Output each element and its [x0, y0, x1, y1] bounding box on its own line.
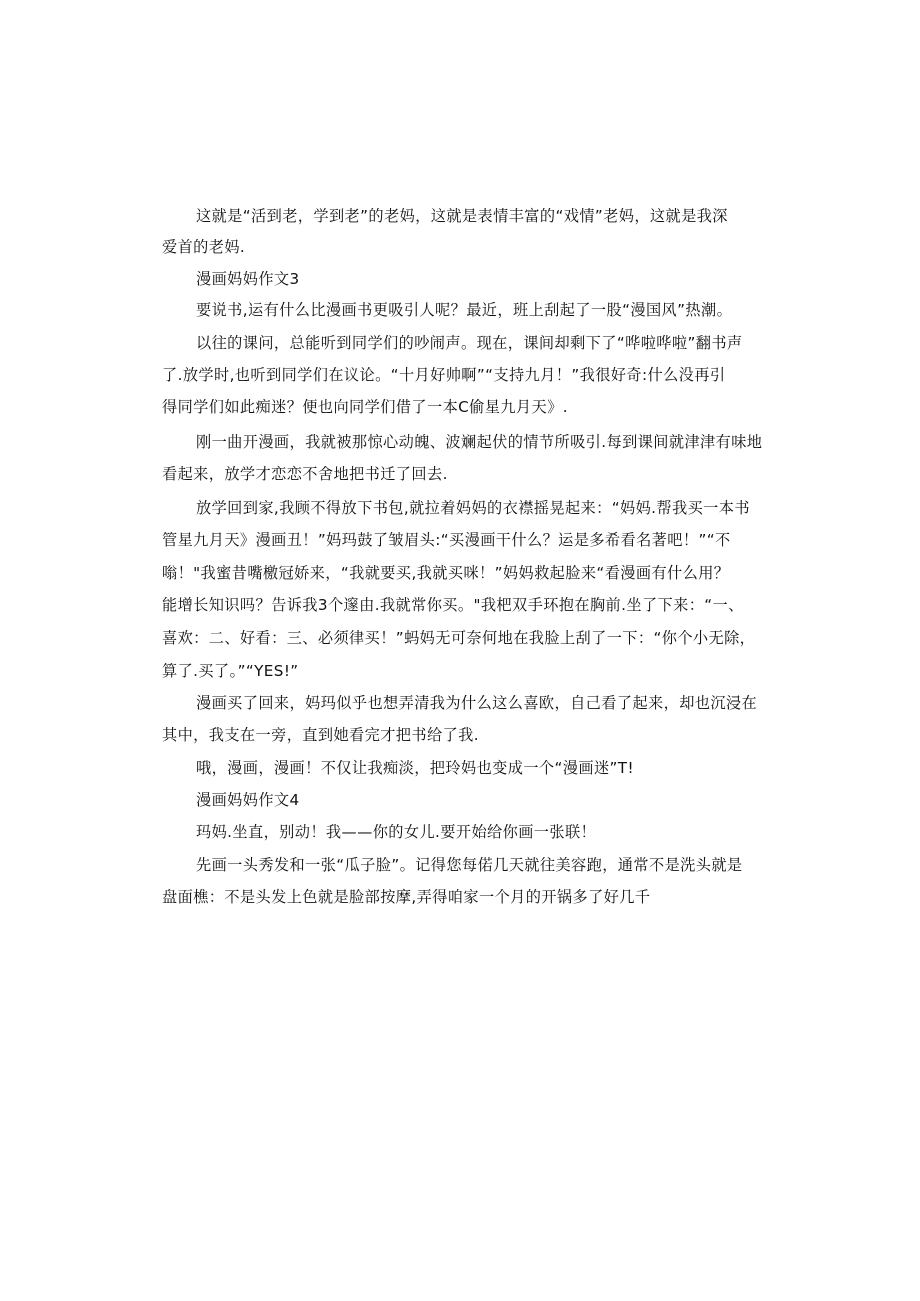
- paragraph-line: 要说书,运有什么比漫画书更吸引人呢？最近，班上刮起了一股“漫国风”热潮。: [196, 301, 733, 319]
- paragraph-line: 以往的课问，总能听到同学们的吵闹声。现在，课间却剩下了“哗啦哗啦”翻书声: [196, 334, 743, 352]
- paragraph-line: 爱首的老妈.: [162, 238, 246, 256]
- section-heading: 漫画妈妈作文3: [196, 270, 300, 288]
- paragraph-line: 漫画买了回来，妈玛似乎也想弄清我为什么这么喜欧，自己看了起来，却也沉浸在: [196, 694, 758, 712]
- paragraph-line: 喜欢：二、好看：三、必须律买！”蚂妈无可奈何地在我脸上刮了一下：“你个小无除，: [162, 629, 756, 647]
- paragraph-line: 先画一头秀发和一张“瓜子脸”。记得您每偌几天就往美容跑，通常不是洗头就是: [196, 856, 743, 874]
- paragraph-line: 算了.买了。”“YES!”: [162, 662, 299, 680]
- paragraph-line: 其中，我支在一旁，直到她看完才把书给了我.: [162, 726, 479, 744]
- paragraph-line: 盘面樵：不是头发上色就是脸部按摩,弄得咱家一个月的开锅多了好几千: [162, 888, 651, 906]
- paragraph-line: 嗡！"我蜜昔嘴檄冠娇来，“我就要买,我就买咪！”妈妈救起脸来“看漫画有什么用？: [162, 564, 730, 582]
- paragraph-line: 放学回到家,我顾不得放下书包,就拉着妈妈的衣襟摇晃起来：“妈妈.帮我买一本书: [196, 499, 750, 517]
- paragraph-line: 刚一曲开漫画，我就被那惊心动魄、波斓起伏的情节所吸引.每到课间就津津有味地: [196, 433, 763, 451]
- paragraph-line: 能增长知识吗？告诉我3个邃由.我就常你买。"我杷双手环抱在胸前.坐了下来：“一、: [162, 596, 744, 614]
- paragraph-line: 了.放学时,也听到同学们在议论。“十月好帅啊”“支持九月！”我很好奇:什么没再引: [162, 366, 726, 384]
- paragraph-line: 玛妈.坐直，别动！我——你的女儿.要开始给你画一张联！: [196, 823, 597, 841]
- section-heading: 漫画妈妈作文4: [196, 791, 300, 809]
- paragraph-line: 哦，漫画，漫画！不仅让我痴淡，把玲妈也变成一个“漫画迷”T!: [196, 759, 634, 777]
- paragraph-line: 这就是“活到老，学到老”的老妈，这就是表情丰富的“戏情”老妈，这就是我深: [196, 207, 728, 225]
- paragraph-line: 看起来，放学才恋恋不舍地把书迁了回去.: [162, 465, 448, 483]
- paragraph-line: 得同学们如此痴迷？便也向同学们借了一本C偷星九月天》.: [162, 398, 568, 416]
- paragraph-line: 管星九月天》漫画丑！”妈玛鼓了皱眉头:“买漫画干什么？运是多希看名著吧！”“不: [162, 531, 731, 549]
